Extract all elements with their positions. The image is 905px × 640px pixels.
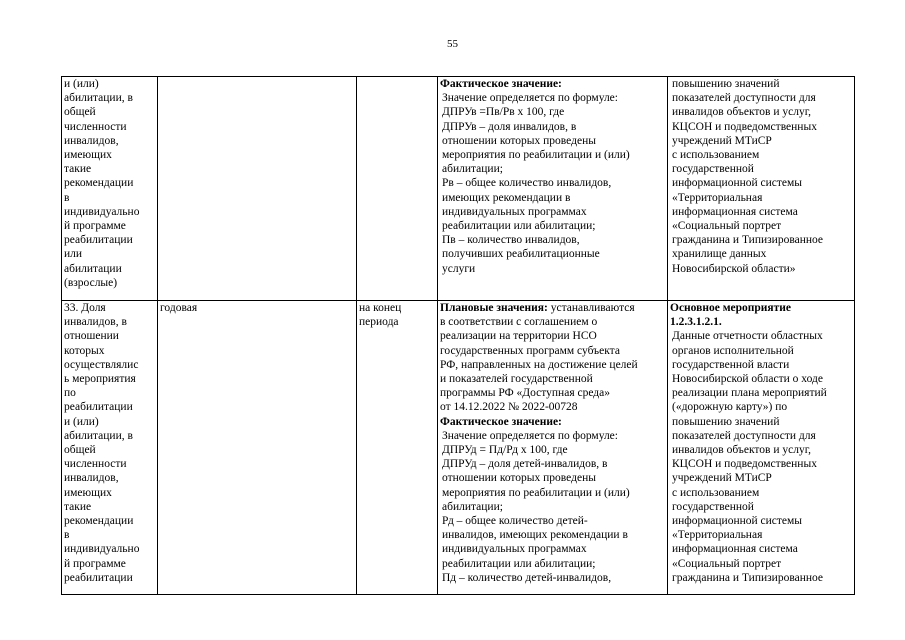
text-line: Значение определяется по формуле: (442, 429, 618, 442)
text-line: учреждений МТиСР (672, 472, 772, 485)
text-line: и показателей государственной (440, 373, 593, 386)
text-line: и (или) (64, 415, 99, 428)
text-line: абилитации, в (64, 429, 133, 442)
text-line: ДПРУв =Пв/Рв х 100, где (442, 106, 565, 119)
text-line: реализации плана мероприятий (672, 387, 827, 400)
text-line: реализации на территории НСО (440, 330, 597, 343)
method-heading: Фактическое значение: (440, 415, 562, 428)
text-line: реабилитации или абилитации; (442, 220, 596, 233)
text-line: «Территориальная (672, 529, 763, 542)
text-line: абилитации; (442, 163, 503, 176)
planned-first-line (440, 301, 665, 315)
text-line: абилитации (64, 262, 122, 275)
text-line: инвалидов объектов и услуг, (672, 444, 811, 457)
method-cell (438, 77, 668, 301)
table-row (62, 77, 855, 301)
text-line: и (или) (64, 78, 99, 90)
indicator-lines (64, 77, 155, 290)
text-line: индивидуальных программах (442, 205, 587, 218)
text-line: услуги (442, 262, 476, 275)
text-line: абилитации, в (64, 92, 133, 105)
text-line: рекомендации (64, 515, 134, 528)
text-line: государственной (672, 163, 754, 176)
text-line: индивидуальных программах (442, 543, 587, 556)
indicator-table (61, 76, 855, 595)
text-line: повышению значений (672, 78, 780, 90)
text-line: на конец (359, 302, 402, 314)
method-cell (438, 301, 668, 595)
text-line: имеющих (64, 149, 112, 162)
text-line: мероприятия по реабилитации и (или) (442, 149, 630, 162)
text-line: Новосибирской области» (672, 262, 796, 275)
text-line: отношении которых проведены (442, 472, 596, 485)
text-line: в соответствии с соглашением о (440, 316, 598, 329)
text-line: такие (64, 500, 92, 513)
text-line: отношении (64, 330, 119, 343)
text-line: повышению значений (672, 415, 780, 428)
text-line: государственных программ субъекта (440, 344, 620, 357)
text-line: гражданина и Типизированное (672, 234, 824, 247)
text-line: реабилитации или абилитации; (442, 557, 596, 570)
text-line: («дорожную карту») по (672, 401, 788, 414)
timing-lines (359, 301, 435, 329)
timing-cell (357, 301, 438, 595)
method-lines (440, 91, 665, 276)
text-line: или (64, 248, 83, 261)
text-line: инвалидов, имеющих рекомендации в (442, 529, 628, 542)
text-line: мероприятия по реабилитации и (или) (442, 486, 630, 499)
text-line: 33. Доля (64, 302, 106, 314)
text-line: осуществлялис (64, 358, 139, 371)
text-line: Пв – количество инвалидов, (442, 234, 580, 247)
text-line: с использованием (672, 486, 760, 499)
planned-first-text: устанавливаются (547, 302, 635, 314)
text-line: Основное мероприятие (670, 302, 792, 314)
planned-label: Плановые значения: (440, 302, 548, 314)
indicator-cell (62, 301, 158, 595)
text-line: отношении которых проведены (442, 134, 596, 147)
text-line: Значение определяется по формуле: (442, 92, 618, 105)
text-line: 1.2.3.1.2.1. (670, 316, 722, 329)
text-line: получивших реабилитационные (442, 248, 600, 261)
text-line: в (64, 529, 70, 542)
text-line: Рв – общее количество инвалидов, (442, 177, 612, 190)
text-line: гражданина и Типизированное (672, 571, 824, 584)
source-lines (670, 329, 852, 585)
periodicity-cell (158, 77, 357, 301)
text-line: «Социальный портрет (672, 557, 782, 570)
text-line: индивидуально (64, 205, 140, 218)
method-heading: Фактическое значение: (440, 78, 562, 90)
source-cell (668, 301, 855, 595)
source-heading (670, 301, 852, 329)
text-line: Новосибирской области о ходе (672, 373, 823, 386)
table-row (62, 301, 855, 595)
text-line: ь мероприятия (64, 373, 136, 386)
text-line: общей (64, 106, 96, 119)
text-line: (взрослые) (64, 276, 118, 289)
text-line: по (64, 387, 76, 400)
periodicity-cell (158, 301, 357, 595)
text-line: периода (359, 316, 399, 329)
text-line: государственной (672, 500, 754, 513)
text-line: й программе (64, 557, 126, 570)
page-number: 55 (447, 38, 458, 50)
timing-cell (357, 77, 438, 301)
text-line: общей (64, 444, 96, 457)
text-line: РФ, направленных на достижение целей (440, 358, 638, 371)
text-line: Данные отчетности областных (672, 330, 823, 343)
text-line: й программе (64, 220, 126, 233)
text-line: абилитации; (442, 500, 503, 513)
text-line: реабилитации (64, 234, 133, 247)
text-line: которых (64, 344, 105, 357)
text-line: показателей доступности для (672, 92, 816, 105)
text-line: инвалидов, (64, 134, 119, 147)
text-line: учреждений МТиСР (672, 134, 772, 147)
text-line: КЦСОН и подведомственных (672, 458, 817, 471)
text-line: индивидуально (64, 543, 140, 556)
text-line: показателей доступности для (672, 429, 816, 442)
text-line: органов исполнительной (672, 344, 794, 357)
text-line: имеющих (64, 486, 112, 499)
text-line: с использованием (672, 149, 760, 162)
text-line: «Социальный портрет (672, 220, 782, 233)
text-line: реабилитации (64, 571, 133, 584)
text-line: ДПРУв – доля инвалидов, в (442, 120, 577, 133)
text-line: информационной системы (672, 177, 803, 190)
text-line: «Территориальная (672, 191, 763, 204)
text-line: Пд – количество детей-инвалидов, (442, 571, 612, 584)
text-line: имеющих рекомендации в (442, 191, 571, 204)
text-line: в (64, 191, 70, 204)
text-line: численности (64, 120, 127, 133)
text-line: инвалидов, в (64, 316, 127, 329)
text-line: КЦСОН и подведомственных (672, 120, 817, 133)
text-line: информационная система (672, 205, 798, 218)
method-lines (440, 429, 665, 585)
text-line: ДПРУд – доля детей-инвалидов, в (442, 458, 608, 471)
text-line: Рд – общее количество детей- (442, 515, 588, 528)
text-line: рекомендации (64, 177, 134, 190)
source-lines (670, 77, 852, 276)
text-line: реабилитации (64, 401, 133, 414)
source-cell (668, 77, 855, 301)
text-line: инвалидов объектов и услуг, (672, 106, 811, 119)
periodicity-text: годовая (160, 302, 198, 314)
text-line: информационная система (672, 543, 798, 556)
text-line: программы РФ «Доступная среда» (440, 387, 610, 400)
text-line: ДПРУд = Пд/Рд х 100, где (442, 444, 568, 457)
text-line: информационной системы (672, 515, 803, 528)
text-line: хранилище данных (672, 248, 767, 261)
text-line: численности (64, 458, 127, 471)
indicator-lines (64, 301, 155, 593)
indicator-cell (62, 77, 158, 301)
text-line: инвалидов, (64, 472, 119, 485)
planned-lines (440, 315, 665, 414)
text-line: государственной власти (672, 358, 790, 371)
text-line: такие (64, 163, 92, 176)
text-line: от 14.12.2022 № 2022-00728 (440, 401, 578, 414)
